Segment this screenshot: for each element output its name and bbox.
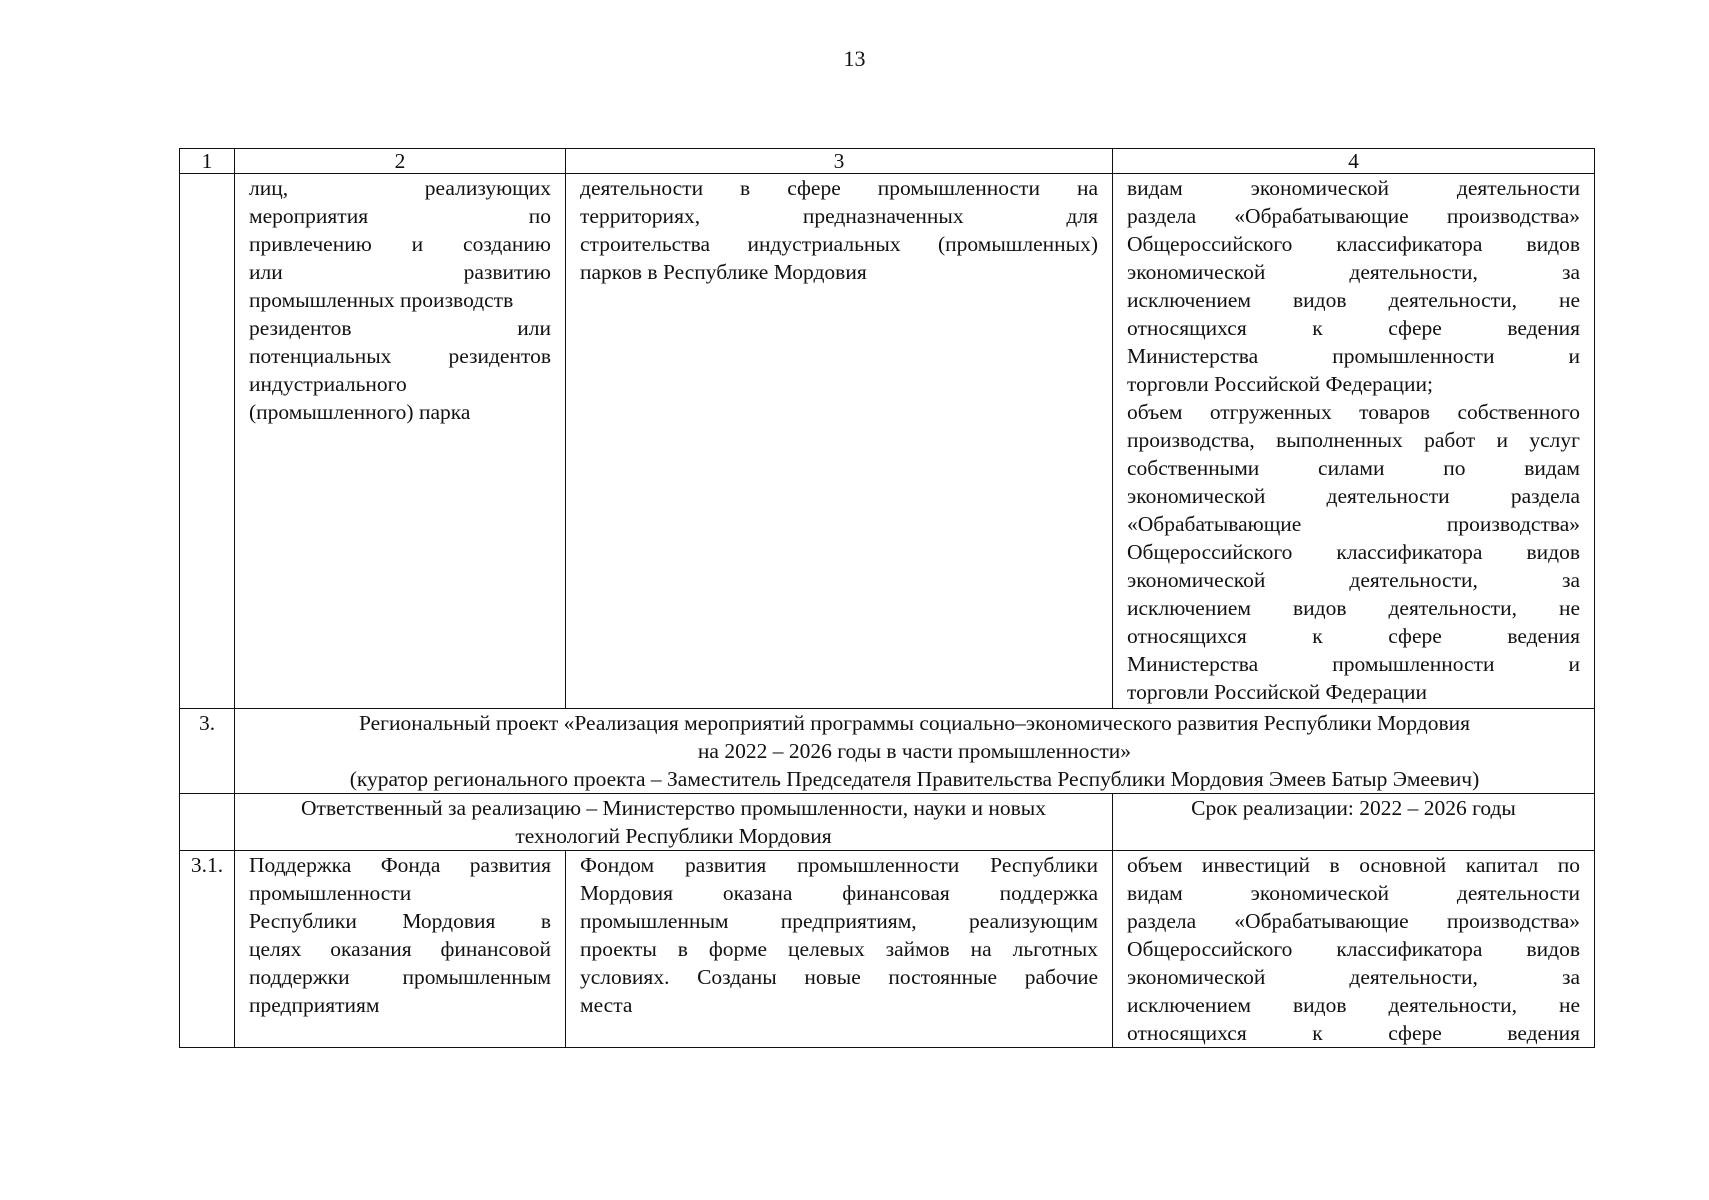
text-line: раздела «Обрабатывающие производства» xyxy=(1127,204,1580,228)
text-line: места xyxy=(580,993,633,1017)
row-number-cell: 3.1. xyxy=(180,851,235,1048)
text-line: исключением видов деятельности, не xyxy=(1127,596,1580,620)
text-line: экономической деятельности, за xyxy=(1127,568,1580,592)
section-number: 3. xyxy=(180,709,235,794)
table-header-row xyxy=(180,149,1595,174)
table-row-3-1 xyxy=(180,851,1595,1048)
text-line: резидентов или xyxy=(249,316,551,340)
text-line: Министерства промышленности и xyxy=(1127,344,1580,368)
text-line: торговли Российской Федерации; xyxy=(1127,372,1433,396)
text-line: промышленным предприятиям, реализующим xyxy=(580,909,1098,933)
text-line: условиях. Созданы новые постоянные рабочие xyxy=(580,965,1098,989)
text-line: лиц, реализующих xyxy=(249,176,551,200)
event-name-cell xyxy=(235,174,566,709)
text-line: относящихся к сфере ведения xyxy=(1127,316,1580,340)
expected-result-cell xyxy=(566,174,1113,709)
text-line: исключением видов деятельности, не xyxy=(1127,993,1580,1017)
text-line: раздела «Обрабатывающие производства» xyxy=(1127,909,1580,933)
text-line: строительства индустриальных (промышленных) xyxy=(580,232,1098,256)
section-curator: (куратор регионального проекта – Заместитель Председателя Правительства Республики Мордовия Эмеев Батыр Эмеевич) xyxy=(349,767,1480,791)
section-title-line: на 2022 – 2026 годы в части промышленности» xyxy=(697,739,1132,763)
empty-cell xyxy=(180,794,235,851)
text-line: Общероссийского классификатора видов xyxy=(1127,937,1580,961)
event-name-cell xyxy=(235,851,566,1048)
text-line: деятельности в сфере промышленности на xyxy=(580,176,1098,200)
text-line: исключением видов деятельности, не xyxy=(1127,288,1580,312)
text-line: «Обрабатывающие производства» xyxy=(1127,512,1580,536)
text-line: Министерства промышленности и xyxy=(1127,652,1580,676)
text-line: Мордовия оказана финансовая поддержка xyxy=(580,881,1098,905)
page-number: 13 xyxy=(843,46,866,71)
text-line: мероприятия по xyxy=(249,204,551,228)
section-title xyxy=(235,709,1595,794)
expected-result-cell xyxy=(566,851,1113,1048)
text-line: промышленных производств xyxy=(249,288,514,312)
text-line: потенциальных резидентов xyxy=(249,344,551,368)
program-table xyxy=(179,148,1595,1048)
section-3-title-row xyxy=(180,709,1595,794)
text-line: экономической деятельности, за xyxy=(1127,965,1580,989)
text-line: промышленности xyxy=(249,881,412,905)
indicator-cell xyxy=(1113,851,1595,1048)
text-line: поддержки промышленным xyxy=(249,965,551,989)
text-line: экономической деятельности, за xyxy=(1127,260,1580,284)
text-line: относящихся к сфере ведения xyxy=(1127,1021,1580,1045)
text-line: Общероссийского классификатора видов xyxy=(1127,232,1580,256)
column-number-4: 4 xyxy=(1113,149,1595,174)
column-number-1: 1 xyxy=(180,149,235,174)
text-line: видам экономической деятельности xyxy=(1127,881,1580,905)
text-line: производства, выполненных работ и услуг xyxy=(1127,428,1580,452)
text-line: собственными силами по видам xyxy=(1127,456,1580,480)
text-line: Общероссийского классификатора видов xyxy=(1127,540,1580,564)
text-line: целях оказания финансовой xyxy=(249,937,551,961)
text-line: видам экономической деятельности xyxy=(1127,176,1580,200)
text-line: объем отгруженных товаров собственного xyxy=(1127,400,1580,424)
text-line: (промышленного) парка xyxy=(249,400,471,424)
row-number-cell xyxy=(180,174,235,709)
text-line: Республики Мордовия в xyxy=(249,909,551,933)
text-line: торговли Российской Федерации xyxy=(1127,680,1427,704)
responsible-party: Ответственный за реализацию – Министерство промышленности, науки и новых технологий Республики Мордовия xyxy=(235,794,1113,851)
text-line: Фондом развития промышленности Республики xyxy=(580,853,1098,877)
section-title-line: Региональный проект «Реализация мероприятий программы социально–экономического развития Республики Мордовия xyxy=(358,711,1471,735)
text-line: парков в Республике Мордовия xyxy=(580,260,867,284)
text-line: предприятиям xyxy=(249,993,380,1017)
text-line: индустриального xyxy=(249,372,407,396)
text-line: привлечению и созданию xyxy=(249,232,551,256)
table-row-continuation xyxy=(180,174,1595,709)
text-line: или развитию xyxy=(249,260,551,284)
column-number-2: 2 xyxy=(235,149,566,174)
text-line: проекты в форме целевых займов на льготных xyxy=(580,937,1098,961)
implementation-term: Срок реализации: 2022 – 2026 годы xyxy=(1113,794,1595,851)
text-line: экономической деятельности раздела xyxy=(1127,484,1580,508)
text-line: Поддержка Фонда развития xyxy=(249,853,551,877)
text-line: территориях, предназначенных для xyxy=(580,204,1098,228)
indicator-cell xyxy=(1113,174,1595,709)
text-line: относящихся к сфере ведения xyxy=(1127,624,1580,648)
column-number-3: 3 xyxy=(566,149,1113,174)
section-3-responsible-row xyxy=(180,794,1595,851)
text-line: объем инвестиций в основной капитал по xyxy=(1127,853,1580,877)
